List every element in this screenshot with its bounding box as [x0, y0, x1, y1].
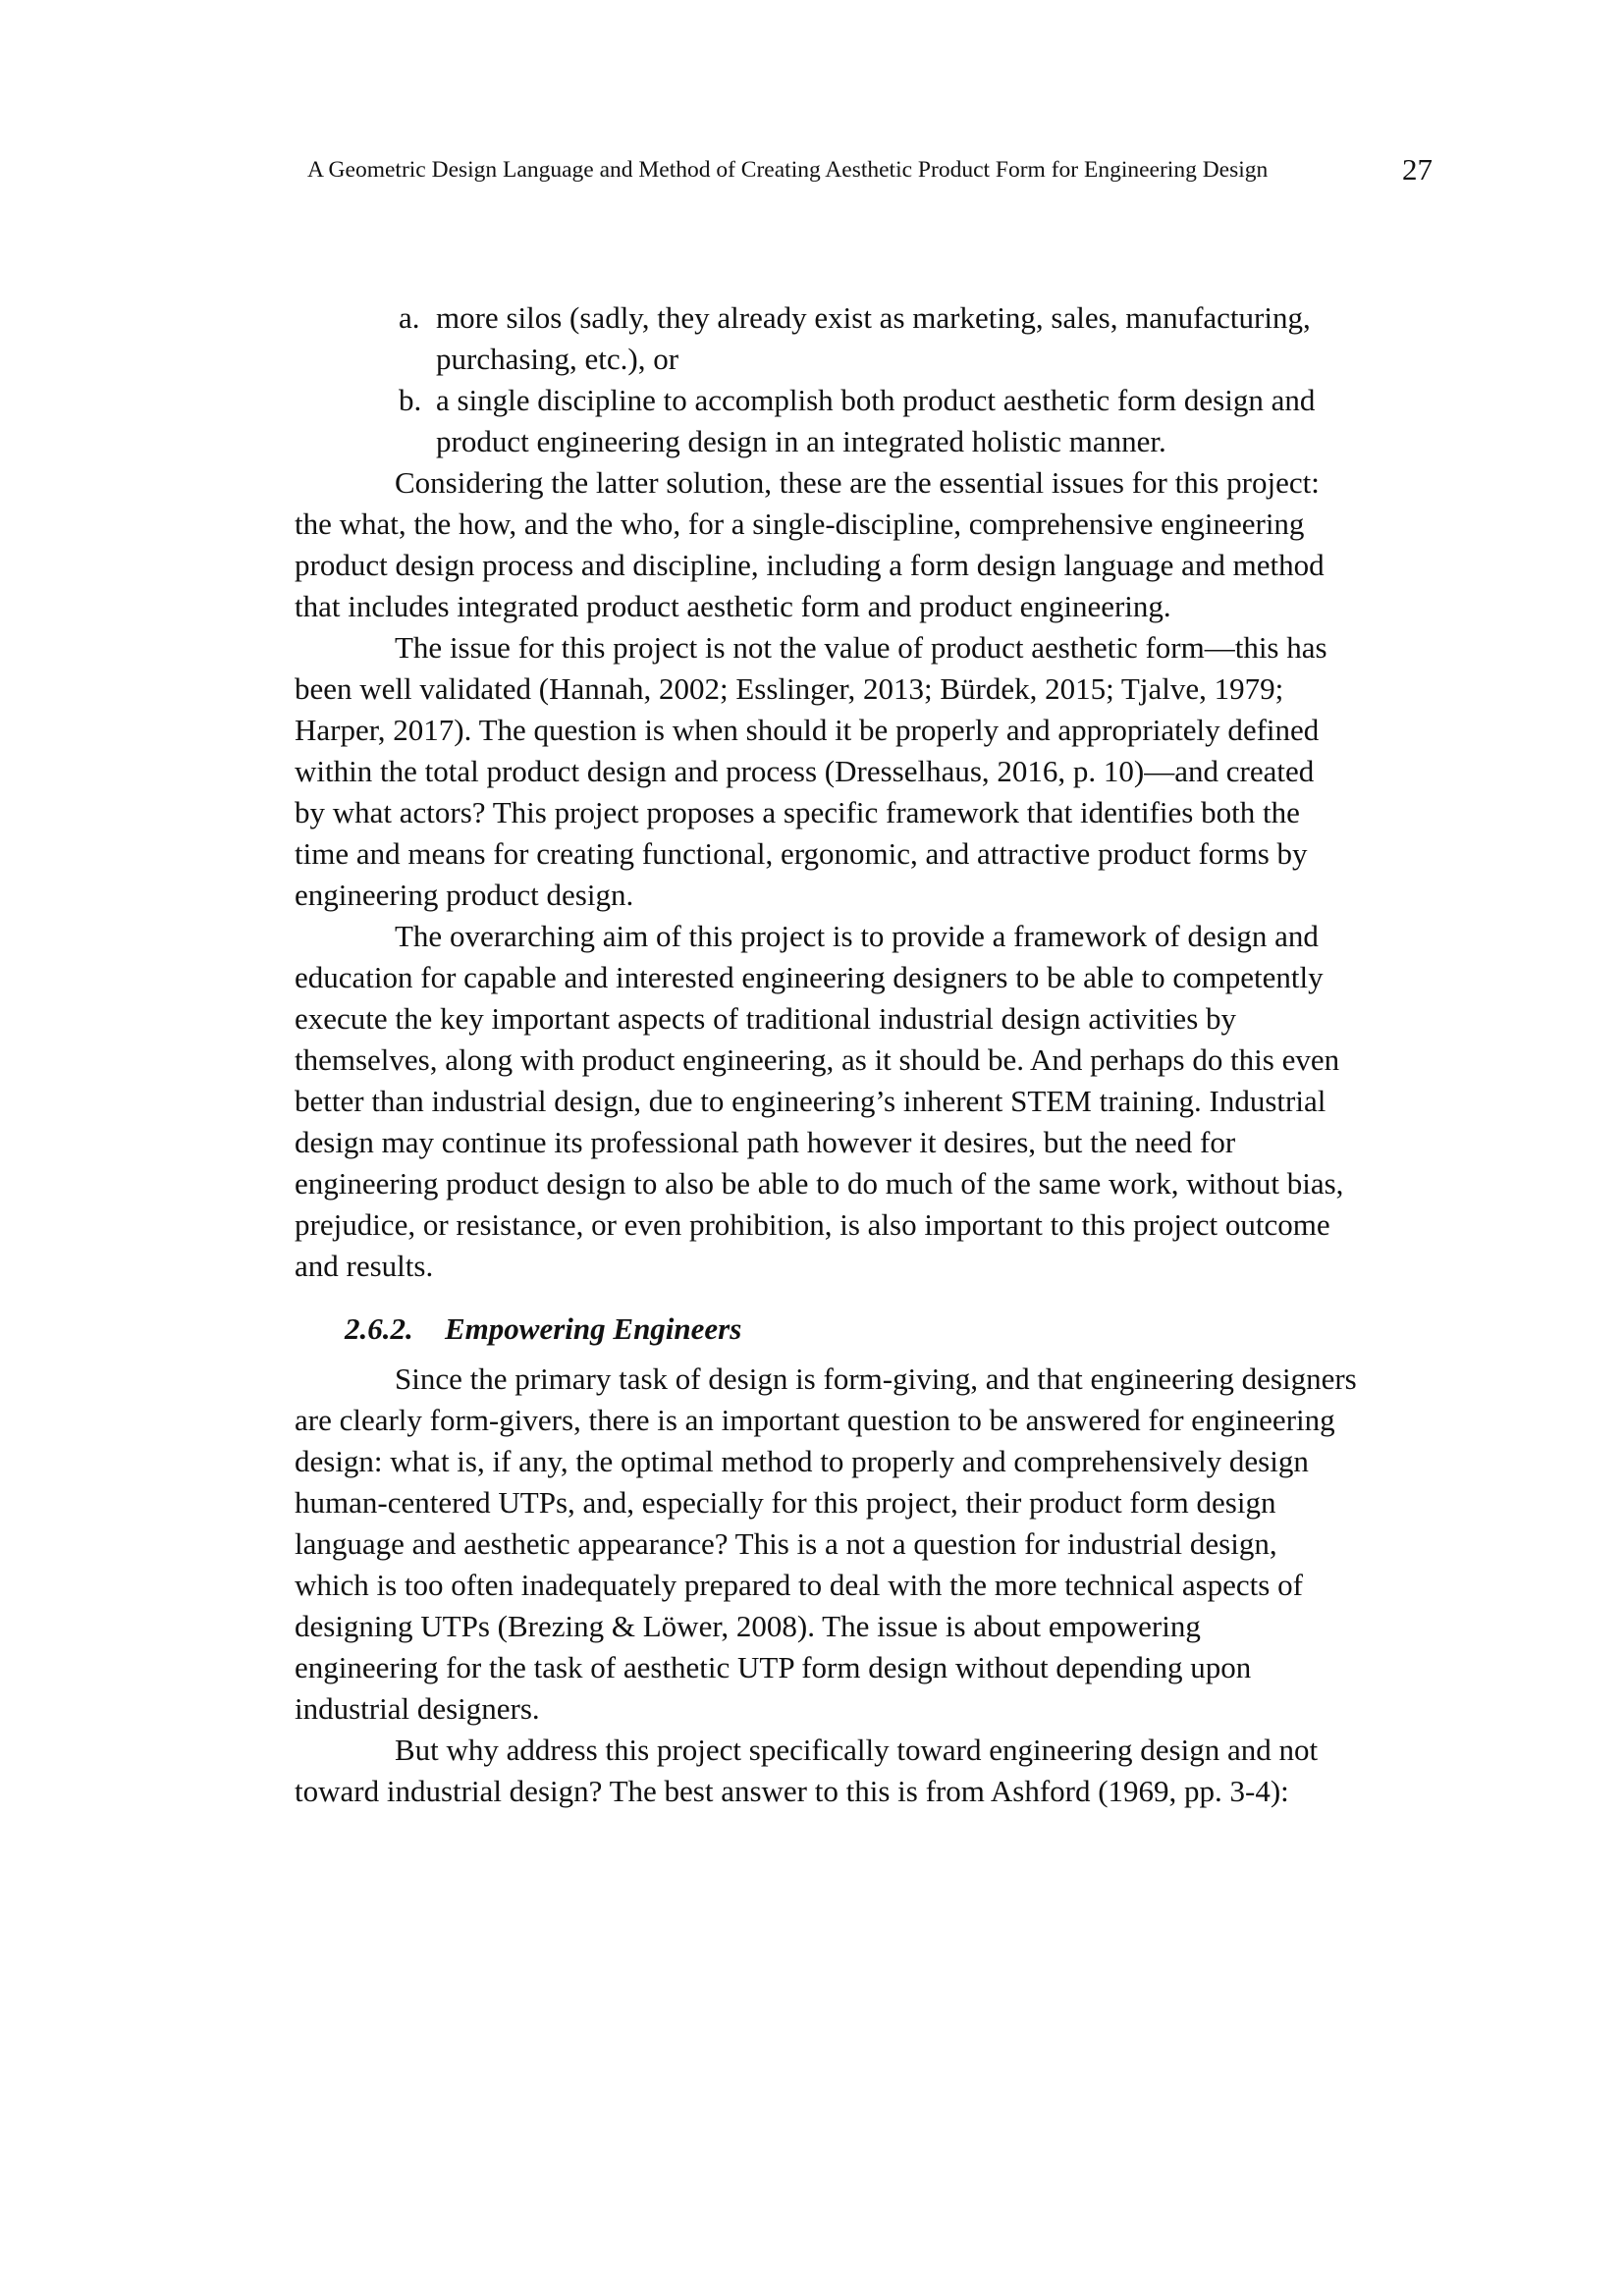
paragraph-line: Considering the latter solution, these are the essential issues for this project: [395, 465, 1320, 500]
list-item-text: purchasing, etc.), or [436, 342, 679, 376]
paragraph-line: by what actors? This project proposes a specific framework that identifies both the [295, 795, 1300, 829]
paragraph-line: designing UTPs (Brezing & Löwer, 2008). The issue is about empowering [295, 1609, 1201, 1643]
list-item-line [295, 339, 1343, 380]
list-label: a. [399, 300, 420, 335]
running-header: A Geometric Design Language and Method of Creating Aesthetic Product Form for Engineering Design [307, 157, 1269, 183]
paragraph-line: prejudice, or resistance, or even prohibition, is also important to this project outcome [295, 1207, 1330, 1242]
section-heading [345, 1308, 741, 1350]
paragraph-line: The issue for this project is not the value of product aesthetic form—this has [395, 630, 1327, 665]
paragraph [295, 1730, 1357, 1812]
paragraph-line: and results. [295, 1249, 434, 1283]
list-item-line [295, 380, 1343, 421]
paragraph-line: human-centered UTPs, and, especially for this project, their product form design [295, 1485, 1276, 1520]
paragraph-line: that includes integrated product aesthetic form and product engineering. [295, 589, 1171, 623]
list-item-text: product engineering design in an integrated holistic manner. [436, 424, 1166, 458]
paragraph-line: themselves, along with product engineering, as it should be. And perhaps do this even [295, 1042, 1340, 1077]
paragraph-line: been well validated (Hannah, 2002; Esslinger, 2013; Bürdek, 2015; Tjalve, 1979; [295, 671, 1284, 706]
paragraph-line: education for capable and interested engineering designers to be able to competently [295, 960, 1324, 994]
paragraph-line: engineering product design to also be able to do much of the same work, without bias, [295, 1166, 1344, 1201]
paragraph [295, 1359, 1357, 1730]
paragraph [295, 627, 1343, 916]
paragraph-line: Harper, 2017). The question is when should it be properly and appropriately defined [295, 713, 1320, 747]
list-item-line [295, 421, 1343, 462]
paragraph-line: time and means for creating functional, ergonomic, and attractive product forms by [295, 836, 1308, 871]
paragraph [295, 916, 1343, 1287]
section-number: 2.6.2. [345, 1311, 413, 1346]
list-item-text: more silos (sadly, they already exist as marketing, sales, manufacturing, [436, 300, 1311, 335]
list-item-line [295, 297, 1343, 339]
paragraph-line: within the total product design and process (Dresselhaus, 2016, p. 10)—and created [295, 754, 1315, 788]
paragraph-line: are clearly form-givers, there is an important question to be answered for engineering [295, 1403, 1335, 1437]
paragraph [295, 462, 1343, 627]
paragraph-line: The overarching aim of this project is to provide a framework of design and [395, 919, 1319, 953]
paragraph-line: the what, the how, and the who, for a single-discipline, comprehensive engineering [295, 507, 1305, 541]
body-text-bottom [295, 1359, 1357, 1812]
paragraph-line: toward industrial design? The best answer to this is from Ashford (1969, pp. 3-4): [295, 1774, 1289, 1808]
paragraph-line: language and aesthetic appearance? This is a not a question for industrial design, [295, 1526, 1277, 1561]
body-text-top [295, 297, 1343, 1287]
paragraph-line: But why address this project specifically toward engineering design and not [395, 1733, 1319, 1767]
paragraph-line: design: what is, if any, the optimal method to properly and comprehensively design [295, 1444, 1309, 1478]
list-item-text: a single discipline to accomplish both product aesthetic form design and [436, 383, 1316, 417]
paragraph-line: design may continue its professional path however it desires, but the need for [295, 1125, 1236, 1159]
paragraph-line: product design process and discipline, including a form design language and method [295, 548, 1325, 582]
paragraph-line: industrial designers. [295, 1691, 540, 1726]
paragraph-line: engineering for the task of aesthetic UTP form design without depending upon [295, 1650, 1252, 1684]
page-number: 27 [1402, 152, 1433, 187]
paragraph-line: Since the primary task of design is form-giving, and that engineering designers [395, 1362, 1357, 1396]
paragraph-line: execute the key important aspects of traditional industrial design activities by [295, 1001, 1237, 1036]
list-label: b. [399, 383, 422, 417]
paragraph-line: engineering product design. [295, 878, 634, 912]
section-title: Empowering Engineers [445, 1311, 742, 1346]
paragraph-line: better than industrial design, due to engineering’s inherent STEM training. Industrial [295, 1084, 1326, 1118]
paragraph-line: which is too often inadequately prepared to deal with the more technical aspects of [295, 1568, 1303, 1602]
